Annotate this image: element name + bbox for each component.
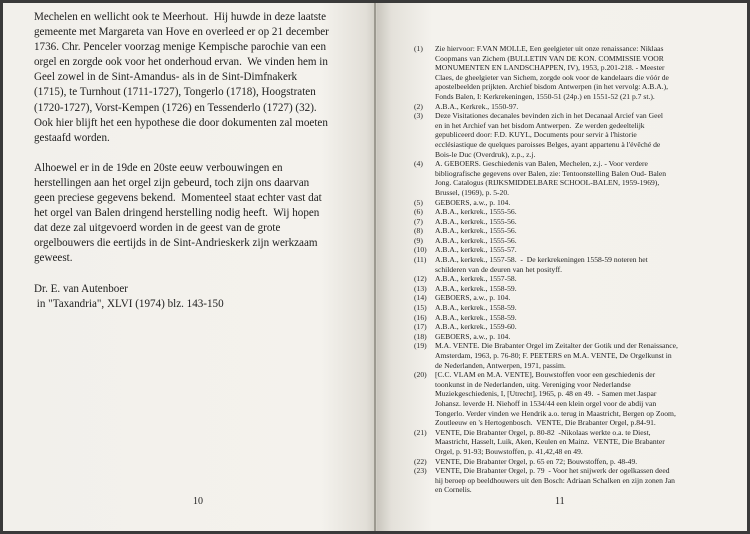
text-line: het orgel van Balen dringend herstelling nodig heeft. Wij hopen: [34, 207, 320, 220]
footnote-text: [435, 341, 720, 370]
text-line: (1715), te Turnhout (1711-1727), Tongerlo (1718), Hoogstraten: [34, 86, 316, 99]
footnote-number: (21): [414, 427, 427, 437]
footnote-number: (14): [414, 293, 427, 303]
footnote-number: (22): [414, 456, 427, 466]
text-line: dat deze zal uitgevoerd worden in de geest van de grote: [34, 222, 281, 235]
footnote-line: en Cornelis.: [435, 485, 472, 495]
footnote: [414, 255, 720, 274]
footnote-line: Zoutleeuw en 's Hertogenbosch. VENTE, Die Brabanter Orgel, p.84-91.: [435, 418, 656, 428]
footnote-text: [435, 332, 720, 342]
footnote-line: VENTE, Die Brabanter Orgel, p. 65 en 72; Bouwstoffen, p. 48-49.: [435, 456, 638, 466]
footnote-number: (15): [414, 303, 427, 313]
footnote-text: [435, 457, 720, 467]
footnote-line: Jong. Catalogus (RIJKSMIDDELBARE SCHOOL-BALEN, 1959-1969),: [435, 178, 660, 188]
footnote-number: (8): [414, 226, 423, 236]
footnote-text: [435, 44, 720, 102]
footnote-line: VENTE, Die Brabanter Orgel, p. 79 - Voor het snijwerk der ogelkassen deed: [435, 466, 670, 476]
paragraph-gap: [34, 267, 355, 282]
text-line: 1736. Chr. Penceler voorzag menige Kempische parochie van een: [34, 41, 327, 54]
footnote-line: ecclésiastique de quelques paroisses Belges, ayant appartenu à l'évêché de: [435, 139, 661, 149]
footnote: [414, 217, 720, 227]
footnote-line: MONUMENTEN EN LANDSCHAPPEN, IV), 1953, p.201-218. - Meester: [435, 63, 665, 73]
footnote-line: Amsterdam, 1963, p. 76-80; F. PEETERS en M.A. VENTE, De Orgelkunst in: [435, 351, 672, 360]
footnote-line: Johansz. leverde H. Niehoff in 1534/44 een klein orgel voor de abdij van: [435, 398, 657, 408]
body-paragraph: [34, 161, 355, 267]
footnote-line: Brussel, (1969), p. 5-20.: [435, 187, 510, 197]
text-line: geweest.: [34, 252, 73, 265]
footnote-line: hij beroep op beeldhouwers uit den Bosch: Adriaan Schalken en zijn zonen Jan: [435, 475, 675, 485]
footnote: [414, 466, 720, 495]
footnote: [414, 370, 720, 428]
footnote: [414, 245, 720, 255]
footnote-line: A.B.A., kerkrek., 1558-59.: [435, 303, 517, 313]
footnote-number: (18): [414, 331, 427, 341]
footnote-text: [435, 313, 720, 323]
footnote: [414, 457, 720, 467]
footnote-line: Coopmans van Zichem (BULLETIN VAN DE KON. COMMISSIE VOOR: [435, 53, 664, 63]
footnote: [414, 159, 720, 197]
footnote-line: Bois-le Duc (Overdruk), z.p., z.j.: [435, 149, 536, 159]
text-line: Mechelen en wellicht ook te Meerhout. Hij huwde in deze laatste: [34, 11, 327, 23]
footnote-line: VENTE, Die Brabanter Orgel, p. 80-82 -Nikolaas werkte o.a. te Diest,: [435, 427, 651, 437]
footnote-number: (23): [414, 466, 427, 476]
text-line: gestaafd worden.: [34, 131, 110, 144]
footnote: [414, 207, 720, 217]
footnote-line: Fonds Balen, I: Kerkrekeningen, 1550-51 (24p.) en 1551-52 (21 p.7 st.).: [435, 91, 655, 101]
footnote-number: (3): [414, 111, 423, 121]
footnotes: [414, 44, 720, 495]
text-line: herstellingen aan het orgel zijn gebeurd, toch zijn ons daarvan: [34, 176, 310, 189]
footnote-line: A.B.A., kerkrek., 1555-56.: [435, 207, 517, 217]
footnote-line: Orgel, p. 91-93; Bouwstoffen, p. 41,42,48 en 49.: [435, 446, 583, 456]
footnote: [414, 111, 720, 159]
footnote: [414, 102, 720, 112]
page-number-right: 11: [555, 496, 565, 507]
footnote-text: [435, 274, 720, 284]
footnote: [414, 332, 720, 342]
paragraph-gap: [34, 146, 355, 161]
footnote-number: (10): [414, 245, 427, 255]
footnote-number: (11): [414, 255, 427, 265]
footnote-text: [435, 226, 720, 236]
footnote-line: gepubliceerd door: F.D. KUYL, Documents pour servir à l'historie: [435, 130, 637, 140]
footnote-number: (20): [414, 370, 427, 380]
footnote-line: A.B.A., kerkrek., 1559-60.: [435, 322, 517, 332]
footnote-text: [435, 217, 720, 227]
footnote-line: bibliografische gegevens over Balen, zie: Tentoonstelling Balen Oud- Balen: [435, 168, 667, 178]
author-signature: [34, 282, 355, 312]
footnote-line: de Nederlanden, Antwerpen, 1971, passim.: [435, 360, 566, 370]
footnote-line: A.B.A., Kerkrek., 1550-97.: [435, 101, 519, 111]
footnote: [414, 428, 720, 457]
footnote-text: [435, 198, 720, 208]
text-line: in "Taxandria", XLVI (1974) blz. 143-150: [34, 297, 224, 310]
footnote-line: A.B.A., kerkrek., 1558-59.: [435, 283, 517, 293]
footnote-line: Claes, de gheelgieter van Sichem, zorgde ook voor de kandelaars die vóór de: [435, 72, 669, 82]
footnote-text: [435, 322, 720, 332]
footnote-number: (7): [414, 216, 423, 226]
footnote: [414, 313, 720, 323]
footnote-line: Tongerlo. Verder vinden we Hendrik a.o. terug in Maastricht, Bergen op Zoom,: [435, 408, 676, 418]
footnote-line: Zie hiervoor: F.VAN MOLLE, Een geelgieter uit onze renaissance: Niklaas: [435, 44, 664, 53]
footnote-text: [435, 303, 720, 313]
text-line: orgel en zorgde ook voor het onderhoud ervan. We vinden hem in: [34, 56, 328, 69]
footnote: [414, 226, 720, 236]
footnote-line: schilderen van de deuren van het posityff.: [435, 264, 563, 274]
footnote-line: Muziekgeschiedenis, I, [Utrecht], 1965, p. 48 en 49. - Samen met Jaspar: [435, 389, 657, 399]
footnote-text: [435, 466, 720, 495]
footnote-text: [435, 102, 720, 112]
footnote-line: GEBOERS, a.w., p. 104.: [435, 331, 511, 341]
footnote-number: (4): [414, 159, 423, 169]
footnote: [414, 303, 720, 313]
footnote-number: (19): [414, 341, 427, 351]
footnote-line: A.B.A., kerkrek., 1557-58. - De kerkrekeningen 1558-59 noteren het: [435, 255, 648, 265]
footnote-line: A.B.A., kerkrek., 1557-58.: [435, 274, 517, 284]
page-number-left: 10: [193, 496, 203, 507]
footnote: [414, 274, 720, 284]
footnote: [414, 44, 720, 102]
footnote-text: [435, 111, 720, 159]
footnote: [414, 341, 720, 370]
footnote-line: Deze Visitationes decanales bevinden zich in het Decanaal Arcief van Geel: [435, 111, 663, 121]
footnote-number: (9): [414, 235, 423, 245]
text-line: (1720-1727), Vorst-Kempen (1726) en Tessenderlo (1727) (32).: [34, 101, 317, 114]
text-line: gemeente met Margareta van Hove en overleed er op 21 december: [34, 26, 329, 39]
footnote: [414, 236, 720, 246]
footnote: [414, 322, 720, 332]
footnote-text: [435, 207, 720, 217]
left-page: [3, 3, 377, 531]
footnote-number: (13): [414, 283, 427, 293]
left-page-body: [34, 10, 355, 312]
footnote-line: toonkunst in de Nederlanden, uitg. Vereniging voor Nederlandse: [435, 379, 631, 389]
text-line: Alhoewel er in de 19de en 20ste eeuw verbouwingen en: [34, 161, 283, 174]
footnote-text: [435, 370, 720, 428]
footnote-line: Maastricht, Hasselt, Luik, Aken, Keulen en Mainz. VENTE, Die Brabanter: [435, 437, 665, 447]
footnote-number: (16): [414, 312, 427, 322]
footnote-number: (12): [414, 274, 427, 284]
footnote-line: A.B.A., kerkrek., 1558-59.: [435, 312, 517, 322]
body-paragraph: [34, 10, 355, 146]
footnote-line: en in het Archief van het bisdom Antwerpen. Ze werden gedeeltelijk: [435, 120, 645, 130]
footnote-number: (17): [414, 322, 427, 332]
text-line: orgelbouwers die eertijds in de Sint-Andrieskerk zijn werkzaam: [34, 237, 318, 250]
footnote-line: A.B.A., kerkrek., 1555-57.: [435, 245, 517, 255]
footnote-text: [435, 284, 720, 294]
footnote: [414, 293, 720, 303]
footnote-text: [435, 428, 720, 457]
book-gutter: [374, 3, 376, 531]
footnote-number: (1): [414, 44, 423, 53]
footnote: [414, 284, 720, 294]
footnote-number: (5): [414, 197, 423, 207]
footnote: [414, 198, 720, 208]
footnote-line: A.B.A., kerkrek., 1555-56.: [435, 216, 517, 226]
footnote-text: [435, 293, 720, 303]
footnote-number: (6): [414, 207, 423, 217]
right-page: [377, 3, 747, 531]
footnote-line: A.B.A., kerkrek., 1555-56.: [435, 226, 517, 236]
text-line: Ook hier blijft het een hypothese die door dokumenten zal moeten: [34, 116, 328, 129]
text-line: geen preciese gegevens bekend. Momenteel staat echter vast dat: [34, 192, 322, 205]
footnote-line: GEBOERS, a.w., p. 104.: [435, 197, 511, 207]
footnote-line: A. GEBOERS. Geschiedenis van Balen, Mechelen, z.j. - Voor verdere: [435, 159, 648, 169]
footnote-line: A.B.A., kerkrek., 1555-56.: [435, 235, 517, 245]
footnote-line: apostelbeelden prijkten. Archief bisdom Antwerpen (in het vervolg: A.B.A.),: [435, 82, 669, 92]
footnote-text: [435, 236, 720, 246]
footnote-text: [435, 159, 720, 197]
text-line: Dr. E. van Autenboer: [34, 282, 128, 295]
footnote-line: GEBOERS, a.w., p. 104.: [435, 293, 511, 303]
footnote-line: [C.C. VLAM en M.A. VENTE], Bouwstoffen voor een geschiedenis der: [435, 370, 656, 380]
footnote-line: M.A. VENTE. Die Brabanter Orgel im Zeitalter der Gotik und der Renaissance,: [435, 341, 678, 351]
text-line: Geel zowel in de Sint-Amandus- als in de Sint-Dimfnakerk: [34, 71, 298, 84]
footnote-number: (2): [414, 101, 423, 111]
footnote-text: [435, 245, 720, 255]
footnote-text: [435, 255, 720, 274]
